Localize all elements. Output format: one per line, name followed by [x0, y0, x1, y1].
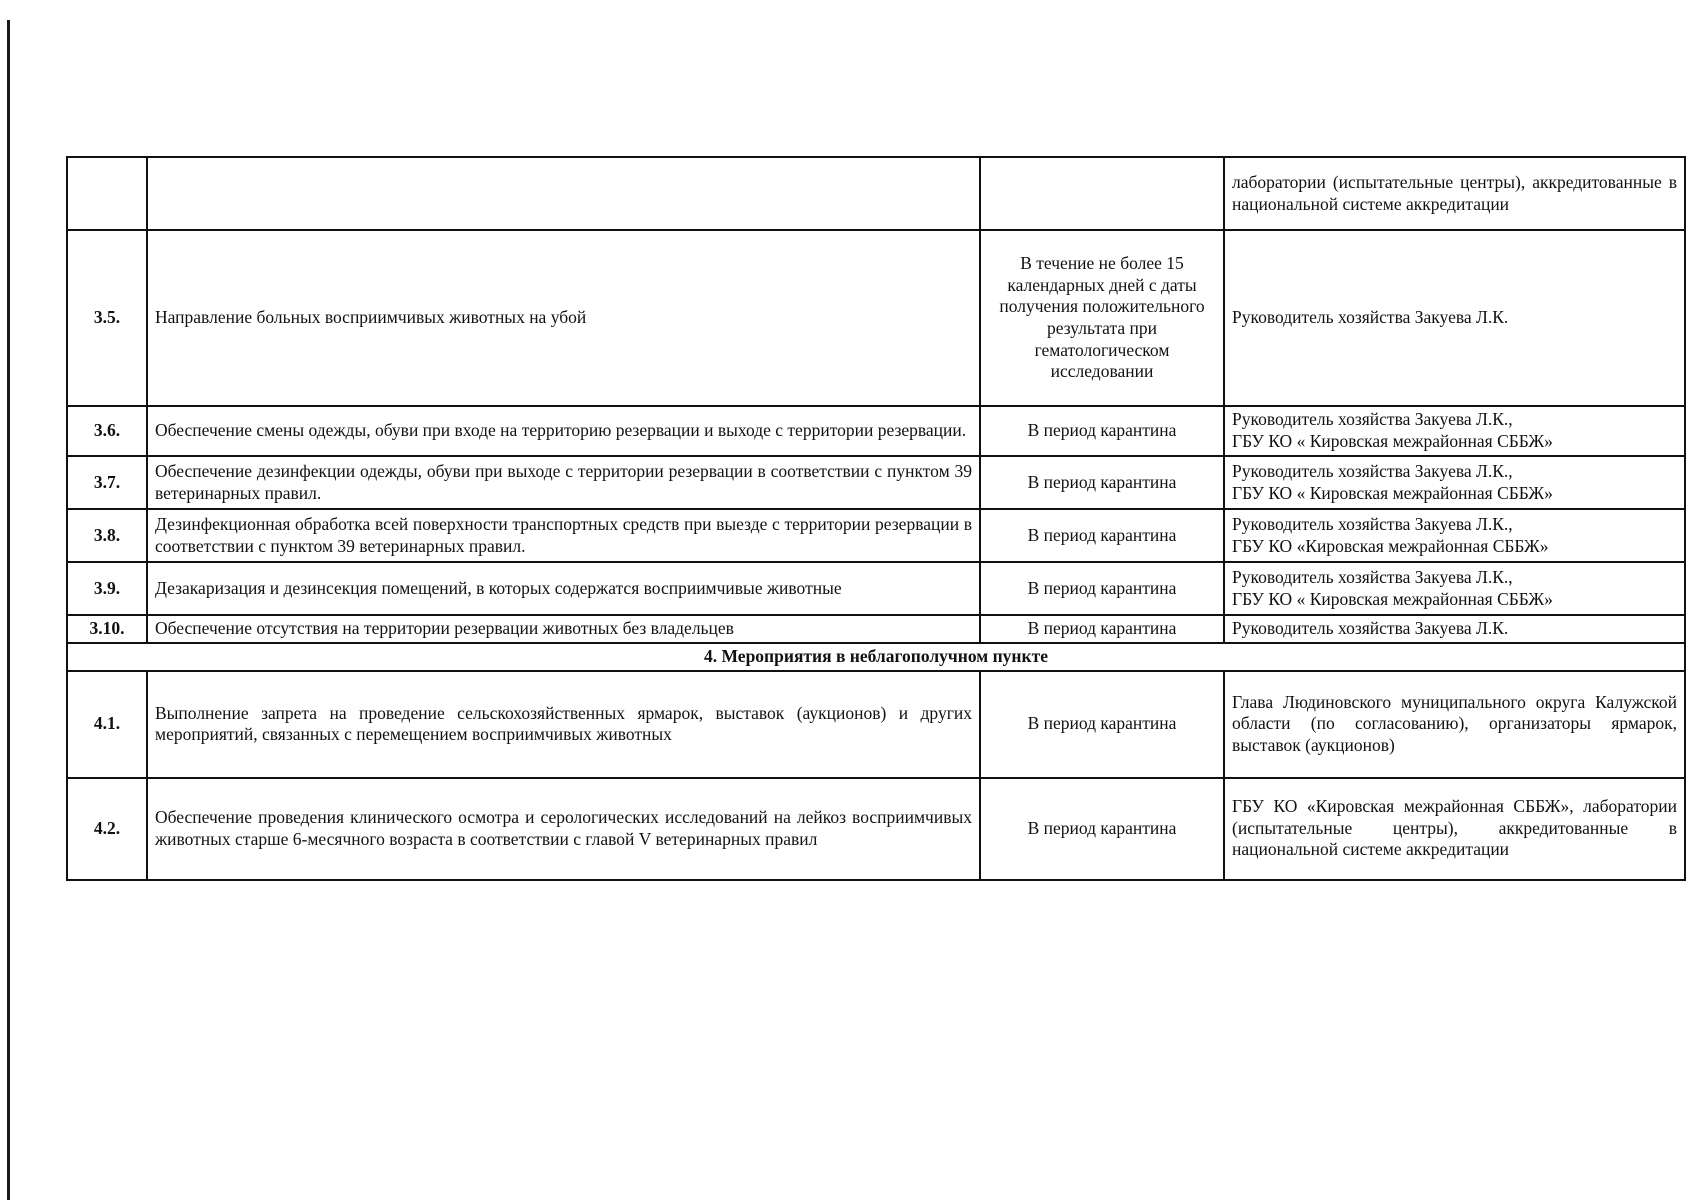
table-row	[67, 671, 1685, 778]
measure-period: В период карантина	[980, 509, 1224, 562]
responsible-text: ГБУ КО « Кировская межрайонная СББЖ»	[1232, 482, 1553, 503]
scan-edge-line	[7, 20, 10, 1200]
quarantine-measures-table	[66, 156, 1686, 881]
row-number: 4.2.	[67, 778, 147, 880]
row-number: 3.8.	[67, 509, 147, 562]
row-number	[67, 157, 147, 230]
measure-responsible	[1224, 615, 1685, 643]
measure-period: В период карантина	[980, 671, 1224, 778]
measure-period: В период карантина	[980, 562, 1224, 615]
measure-responsible	[1224, 509, 1685, 562]
row-number: 3.9.	[67, 562, 147, 615]
row-number: 3.7.	[67, 456, 147, 509]
responsible-text: ГБУ КО «Кировская межрайонная СББЖ», лаборатории (испытательные центры), аккредитованные в национальной системе аккредитации	[1232, 796, 1677, 860]
measure-responsible	[1224, 230, 1685, 406]
table-row	[67, 778, 1685, 880]
measure-responsible	[1224, 456, 1685, 509]
section-heading-row	[67, 643, 1685, 671]
measure-responsible	[1224, 406, 1685, 456]
responsible-text: ГБУ КО «Кировская межрайонная СББЖ»	[1232, 535, 1549, 556]
measure-description: Выполнение запрета на проведение сельскохозяйственных ярмарок, выставок (аукционов) и других мероприятий, связанных с перемещением восприимчивых животных	[147, 671, 980, 778]
measure-description: Обеспечение дезинфекции одежды, обуви при выходе с территории резервации в соответствии с пунктом 39 ветеринарных правил.	[147, 456, 980, 509]
measure-responsible	[1224, 157, 1685, 230]
row-number: 4.1.	[67, 671, 147, 778]
table-row	[67, 509, 1685, 562]
measure-period: В течение не более 15 календарных дней с даты получения положительного результата при гематологическом исследовании	[980, 230, 1224, 406]
measure-period	[980, 157, 1224, 230]
responsible-text: Руководитель хозяйства Закуева Л.К.,	[1232, 566, 1513, 587]
responsible-text: ГБУ КО « Кировская межрайонная СББЖ»	[1232, 588, 1553, 609]
measure-period: В период карантина	[980, 778, 1224, 880]
table-row	[67, 615, 1685, 643]
table-row	[67, 406, 1685, 456]
measure-responsible	[1224, 778, 1685, 880]
measure-description: Направление больных восприимчивых животных на убой	[147, 230, 980, 406]
table-row	[67, 230, 1685, 406]
table-row	[67, 157, 1685, 230]
table-row	[67, 456, 1685, 509]
measure-description: Обеспечение отсутствия на территории резервации животных без владельцев	[147, 615, 980, 643]
responsible-text: Руководитель хозяйства Закуева Л.К.	[1232, 618, 1509, 638]
row-number: 3.5.	[67, 230, 147, 406]
measure-description: Обеспечение проведения клинического осмотра и серологических исследований на лейкоз восприимчивых животных старше 6-месячного возраста в соответствии с главой V ветеринарных правил	[147, 778, 980, 880]
responsible-text: Руководитель хозяйства Закуева Л.К.,	[1232, 460, 1513, 481]
table-row	[67, 562, 1685, 615]
measure-responsible	[1224, 562, 1685, 615]
responsible-text: Руководитель хозяйства Закуева Л.К.,	[1232, 513, 1513, 534]
measure-description	[147, 157, 980, 230]
measure-responsible	[1224, 671, 1685, 778]
row-number: 3.6.	[67, 406, 147, 456]
measure-period: В период карантина	[980, 456, 1224, 509]
measure-period: В период карантина	[980, 615, 1224, 643]
section-heading: 4. Мероприятия в неблагополучном пункте	[67, 643, 1685, 671]
responsible-text: Глава Людиновского муниципального округа Калужской области (по согласованию), организаторы ярмарок, выставок (аукционов)	[1232, 691, 1677, 755]
table-body	[67, 157, 1685, 880]
measure-period: В период карантина	[980, 406, 1224, 456]
row-number: 3.10.	[67, 615, 147, 643]
measure-description: Дезинфекционная обработка всей поверхности транспортных средств при выезде с территории резервации в соответствии с пунктом 39 ветеринарных правил.	[147, 509, 980, 562]
measure-description: Обеспечение смены одежды, обуви при входе на территорию резервации и выходе с территории резервации.	[147, 406, 980, 456]
measure-description: Дезакаризация и дезинсекция помещений, в которых содержатся восприимчивые животные	[147, 562, 980, 615]
responsible-text: лаборатории (испытательные центры), аккредитованные в национальной системе аккредитации	[1232, 171, 1677, 214]
responsible-text: Руководитель хозяйства Закуева Л.К.	[1232, 307, 1509, 328]
responsible-text: Руководитель хозяйства Закуева Л.К.,	[1232, 409, 1513, 430]
responsible-text: ГБУ КО « Кировская межрайонная СББЖ»	[1232, 431, 1553, 451]
